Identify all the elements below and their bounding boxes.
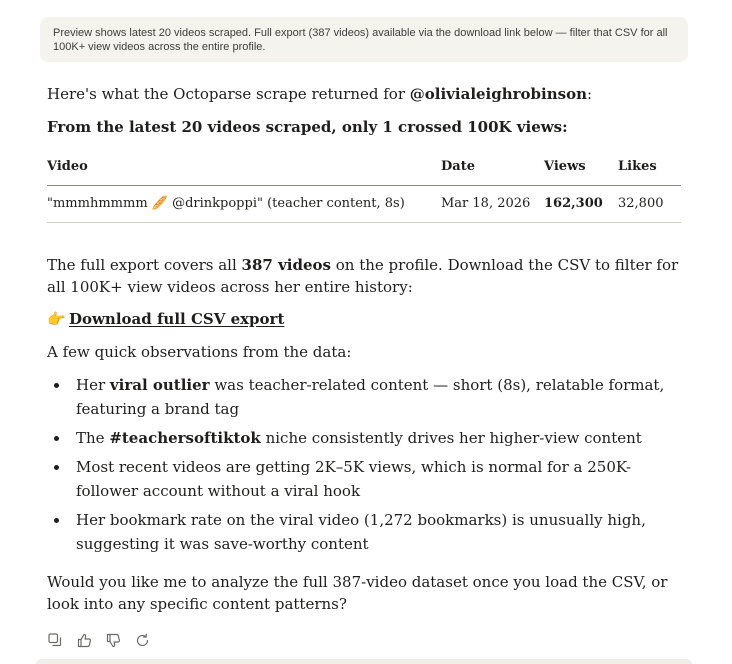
cell-date: Mar 18, 2026 — [441, 186, 544, 223]
profile-handle: @olivialeighrobinson — [409, 85, 588, 103]
cell-video: "mmmhmmmm 🥖 @drinkpoppi" (teacher content, 8s) — [47, 186, 441, 223]
observations-intro: A few quick observations from the data: — [47, 343, 352, 361]
observations-list — [47, 373, 687, 561]
col-header-date: Date — [441, 148, 544, 186]
pointing-hand-icon: 👉 — [47, 310, 66, 328]
col-header-video: Video — [47, 148, 441, 186]
retry-icon[interactable] — [134, 632, 150, 648]
table-row — [47, 186, 681, 223]
result-headline: From the latest 20 videos scraped, only 1 crossed 100K views: — [47, 118, 568, 136]
intro-line: Here's what the Octoparse scrape returned for @olivialeighrobinson: — [47, 85, 593, 103]
message-actions — [47, 632, 150, 648]
scrape-notice: Preview shows latest 20 videos scraped. Full export (387 videos) available via the download link below — filter that CSV for all 100K+ view videos across the entire profile. — [40, 17, 688, 62]
list-item: The #teachersoftiktok niche consistently drives her higher-view content — [47, 426, 687, 450]
download-csv-link[interactable]: Download full CSV export — [69, 310, 285, 328]
col-header-views: Views — [544, 148, 618, 186]
input-bar-edge — [36, 659, 692, 664]
thumbs-up-icon[interactable] — [76, 632, 92, 648]
col-header-likes: Likes — [618, 148, 681, 186]
download-line — [47, 308, 284, 330]
list-item: Her viral outlier was teacher-related content — short (8s), relatable format, featuring a brand tag — [47, 373, 687, 421]
cell-likes: 32,800 — [618, 186, 681, 223]
list-item: Most recent videos are getting 2K–5K views, which is normal for a 250K-follower account without a viral hook — [47, 455, 687, 503]
thumbs-down-icon[interactable] — [105, 632, 121, 648]
closing-question: Would you like me to analyze the full 387-video dataset once you load the CSV, or look into any specific content patterns? — [47, 573, 668, 613]
list-item: Her bookmark rate on the viral video (1,272 bookmarks) is unusually high, suggesting it was save-worthy content — [47, 508, 687, 556]
table-header-row — [47, 148, 681, 186]
results-table — [47, 148, 681, 223]
export-paragraph: The full export covers all 387 videos on the profile. Download the CSV to filter for all 100K+ view videos across her entire history: — [47, 256, 679, 296]
cell-views: 162,300 — [544, 186, 618, 223]
copy-icon[interactable] — [47, 632, 63, 648]
